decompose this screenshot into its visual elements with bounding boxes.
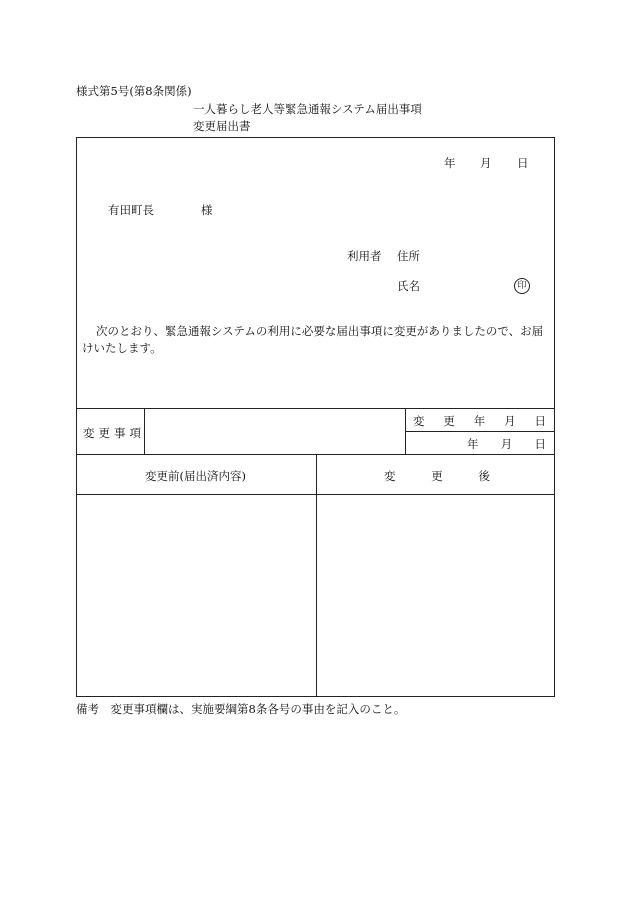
- change-date-char: 月: [504, 414, 516, 428]
- divider-change-date-mid: [405, 431, 554, 432]
- after-header-char: 変: [384, 469, 396, 483]
- form-box: [76, 137, 555, 697]
- after-header-char: 更: [431, 469, 443, 483]
- honorific: 様: [201, 203, 213, 217]
- divider-upper: [77, 408, 554, 409]
- after-header-char: 後: [478, 469, 490, 483]
- change-date-label: [413, 413, 546, 429]
- change-date-char: 年: [473, 414, 486, 428]
- date-month: 月: [480, 156, 492, 170]
- form-title: 一人暮らし老人等緊急通報システム届出事項: [193, 102, 422, 116]
- addressee: 有田町長: [108, 203, 154, 217]
- change-date2-day: 日: [534, 437, 546, 451]
- remarks-note: 備考 変更事項欄は、実施要綱第8条各号の事由を記入のこと。: [76, 702, 406, 716]
- seal-mark: 印: [514, 278, 530, 294]
- before-header: 変更前(届出済内容): [145, 469, 246, 483]
- user-label: 利用者: [347, 249, 382, 263]
- date-day: 日: [517, 156, 529, 170]
- change-date2-month: 月: [500, 437, 513, 451]
- change-items-label: 変更事項: [83, 426, 145, 440]
- address-label: 住所: [397, 249, 420, 263]
- name-label: 氏名: [397, 279, 420, 293]
- change-date-char: 日: [534, 414, 546, 428]
- body-text: 次のとおり、緊急通報システムの利用に必要な届出事項に変更がありましたので、お届けいたします。: [82, 324, 544, 355]
- change-date-char: 更: [443, 414, 455, 428]
- divider-table-header: [77, 494, 554, 495]
- form-number: 様式第5号(第8条関係): [76, 84, 192, 98]
- change-date2-year: 年: [467, 437, 479, 451]
- date-year: 年: [444, 156, 456, 170]
- divider-before-after: [316, 454, 317, 696]
- after-header: [384, 468, 490, 484]
- form-subtitle: 変更届出書: [193, 119, 251, 133]
- change-date-char: 変: [413, 414, 425, 428]
- change-date-value: [467, 436, 546, 452]
